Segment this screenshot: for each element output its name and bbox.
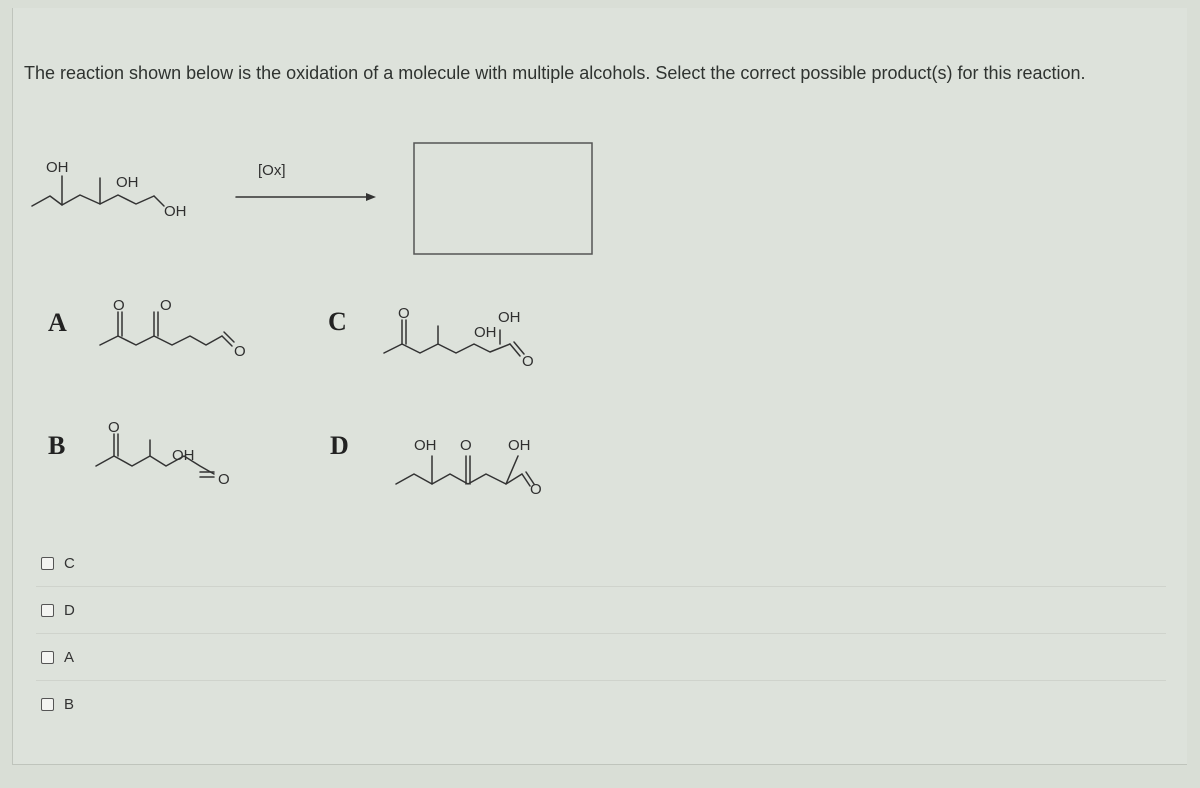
product-d-oh2: OH [508,437,531,454]
option-b-label: B [64,695,75,713]
product-d-o2: O [530,481,542,498]
product-d-skeleton [396,474,522,484]
reactant-skeleton [32,195,154,206]
choice-d-label: D [330,431,349,460]
product-b-skeleton [96,456,214,474]
arrow-head [366,193,376,201]
product-b-oh: OH [172,447,195,464]
option-b-checkbox[interactable] [41,698,54,711]
option-d-checkbox[interactable] [41,604,54,617]
reactant-bond-oh3 [154,196,164,206]
choice-b-label: B [48,431,66,460]
product-c-skeleton [384,344,510,353]
question-text: The reaction shown below is the oxidation of a molecule with multiple alcohols. Select the correct possible product(s) for this reaction. [24,63,1086,83]
product-a-skeleton [100,336,222,345]
product-a-o3: O [234,343,246,360]
option-a-checkbox[interactable] [41,651,54,664]
product-c-o2: O [522,353,534,370]
product-d-oh1: OH [414,437,437,454]
choice-c-label: C [328,307,347,336]
product-a-o2: O [160,297,172,314]
choice-a-label: A [48,308,67,337]
reactant-oh-mid: OH [116,174,139,191]
option-c[interactable] [36,540,1166,586]
product-c-o1: O [398,305,410,322]
option-d-label: D [64,601,75,619]
option-c-checkbox[interactable] [41,557,54,570]
option-d[interactable] [36,586,1166,633]
reagent-label: [Ox] [258,162,286,179]
option-b[interactable] [36,680,1166,727]
option-a-label: A [64,648,75,666]
product-b-o1: O [108,419,120,436]
product-a-o1: O [113,297,125,314]
product-answer-box [414,143,592,254]
reactant-oh-left: OH [46,159,69,176]
product-c-oh2: OH [474,324,497,341]
answer-options [36,540,1166,727]
product-d-o1: O [460,437,472,454]
option-a[interactable] [36,633,1166,680]
product-c-oh1: OH [498,309,521,326]
product-b-o2: O [218,471,230,488]
option-c-label: C [64,554,75,572]
reactant-oh-right: OH [164,203,187,220]
product-c-bond-o2 [510,344,520,356]
